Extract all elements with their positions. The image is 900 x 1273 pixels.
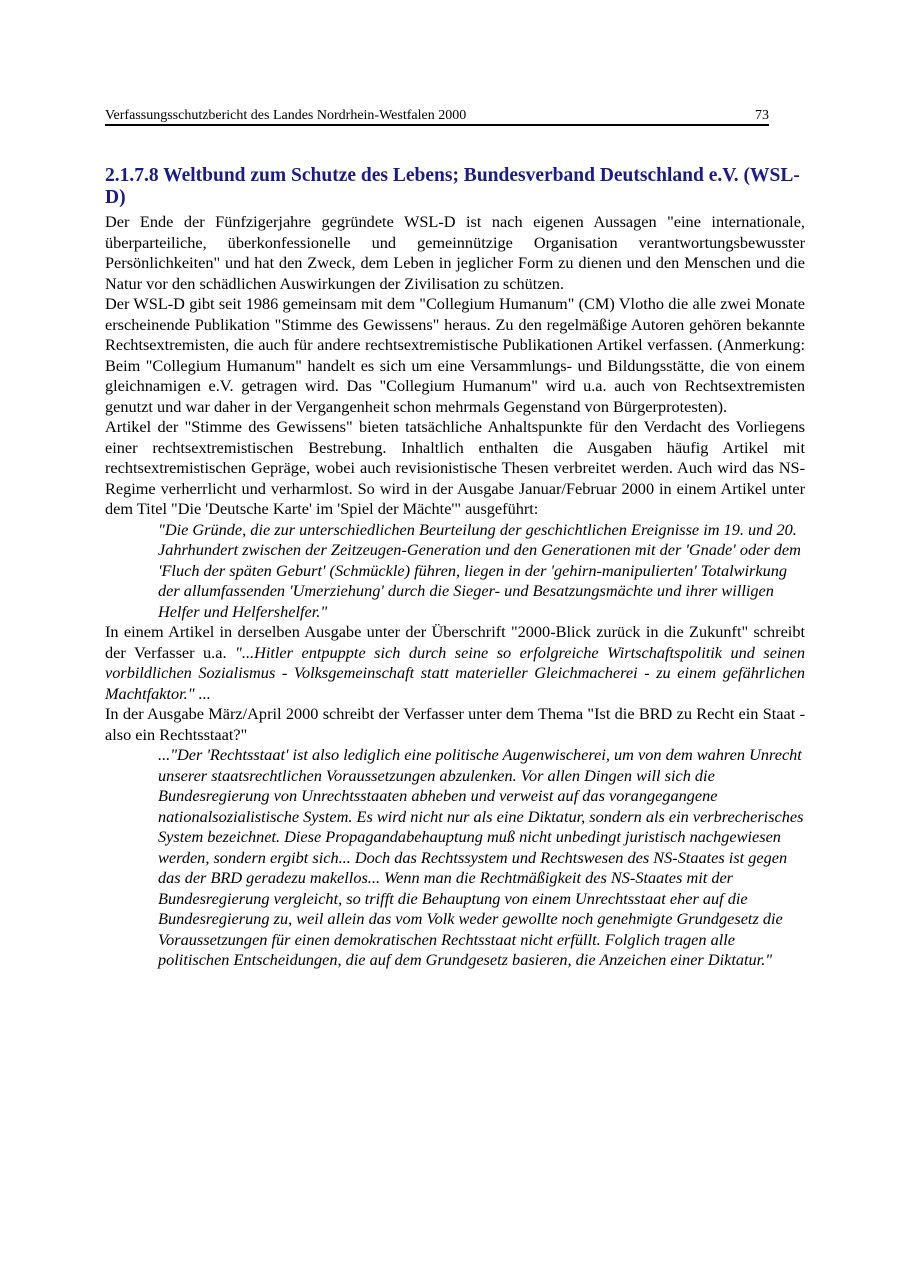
quote-rechtsstaat: ..."Der 'Rechtsstaat' ist also lediglich eine politische Augenwischerei, um von dem wahren Unrecht unserer staatsrechtlichen Voraussetzungen abzulenken. Vor allen Dingen will sich die Bundesregierung von Unrechtsstaaten abheben und verweist auf das vorangegangene nationalsozialistische System. Es wird nicht nur als eine Diktatur, sondern als ein verbrecherisches System bezeichnet. Diese Propagandabehauptung muß nicht unbedingt juristisch nachgewiesen werden, sondern ergibt sich... Doch das Rechtssystem und Rechtswesen des NS-Staates ist gegen das der BRD geradezu makellos... Wenn man die Rechtmäßigkeit des NS-Staates mit der Bundesregierung vergleicht, so trifft die Behauptung von einem Unrechtsstaat eher auf die Bundesregierung zu, weil allein das vom Volk weder gewollte noch genehmigte Grundgesetz die Voraussetzungen für einen demokratischen Rechtsstaat nicht erfüllt. Folglich tragen alle politischen Entscheidungen, die auf dem Grundgesetz basieren, die Anzeichen einer Diktatur." bbox=[158, 745, 804, 969]
section-content bbox=[105, 165, 805, 971]
paragraph-blick-zurueck-quote: "...Hitler entpuppte sich durch seine so erfolgreiche Wirtschaftspolitik und seinen vorbildlichen Sozialismus - Volksgemeinschaft statt materieller Gleichmacherei - zu einem gefährlichen Machtfaktor." ... bbox=[105, 642, 805, 703]
paragraph-intro: Der Ende der Fünfzigerjahre gegründete WSL-D ist nach eigenen Aussagen "eine internationale, überparteiliche, überkonfessionelle und gemeinnützige Organisation verantwortungsbewusster Persönlichkeiten" und hat den Zweck, dem Leben in jeglicher Form zu dienen und den Menschen und die Natur vor den schädlichen Auswirkungen der Zivilisation zu schützen. bbox=[105, 212, 805, 293]
paragraph-blick-zurueck-intro: In einem Artikel in derselben Ausgabe unter der Überschrift "2000-Blick zurück in die Zukunft" schreibt der Verfasser u.a. bbox=[105, 622, 805, 662]
paragraph-content-analysis: Artikel der "Stimme des Gewissens" bieten tatsächliche Anhaltspunkte für den Verdacht des Vorliegens einer rechtsextremistischen Bestrebung. Inhaltlich enthalten die Ausgaben häufig Artikel mit rechtsextremistischen Gepräge, wobei auch revisionistische Thesen verbreitet werden. Auch wird das NS-Regime verherrlicht und verharmlost. So wird in der Ausgabe Januar/Februar 2000 in einem Artikel unter dem Titel "Die 'Deutsche Karte' im 'Spiel der Mächte'" ausgeführt: bbox=[105, 417, 805, 518]
paragraph-rechtsstaat: In der Ausgabe März/April 2000 schreibt der Verfasser unter dem Thema "Ist die BRD zu Recht ein Staat - also ein Rechtsstaat?" bbox=[105, 704, 805, 744]
running-header bbox=[105, 107, 769, 126]
paragraph-publication: Der WSL-D gibt seit 1986 gemeinsam mit dem "Collegium Humanum" (CM) Vlotho die alle zwei Monate erscheinende Publikation "Stimme des Gewissens" heraus. Zu den regelmäßige Autoren gehören bekannte Rechtsextremisten, die auch für andere rechtsextremistische Publikationen Artikel verfassen. (Anmerkung: Beim "Collegium Humanum" handelt es sich um eine Versammlungs- und Bildungsstätte, die von einem gleichnamigen e.V. getragen wird. Das "Collegium Humanum" wird u.a. auch von Rechtsextremisten genutzt und war daher in der Vergangenheit schon mehrmals Gegenstand von Bürgerprotesten). bbox=[105, 294, 805, 416]
header-title: Verfassungsschutzbericht des Landes Nordrhein-Westfalen 2000 bbox=[105, 108, 467, 123]
page-number: 73 bbox=[755, 108, 769, 123]
paragraph-blick-zurueck bbox=[105, 622, 805, 704]
quote-deutsche-karte: "Die Gründe, die zur unterschiedlichen Beurteilung der geschichtlichen Ereignisse im 19. und 20. Jahrhundert zwischen der Zeitzeugen-Generation und den Generationen mit der 'Gnade' oder dem 'Fluch der späten Geburt' (Schmückle) führen, liegen in der 'gehirn-manipulierten' Totalwirkung der allumfassenden 'Umerziehung' durch die Sieger- und Besatzungsmächte und ihrer willigen Helfer und Helfershelfer." bbox=[158, 519, 801, 621]
section-heading: 2.1.7.8 Weltbund zum Schutze des Lebens; Bundesverband Deutschland e.V. (WSL-D) bbox=[105, 165, 800, 208]
